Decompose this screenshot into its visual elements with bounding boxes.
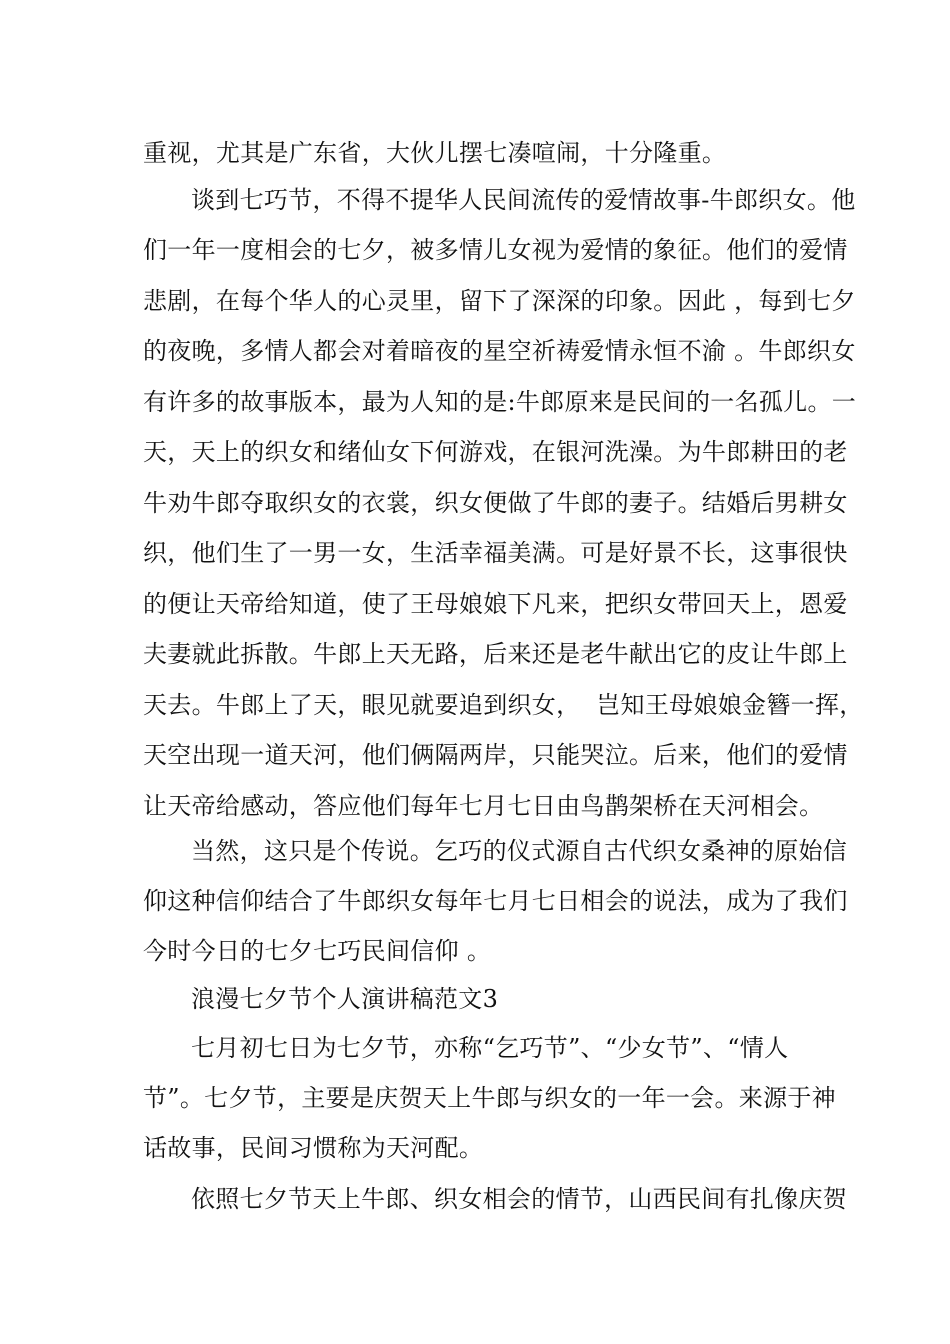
section-heading: 浪漫七夕节个人演讲稿范文3	[191, 985, 499, 1013]
text-line: 夫妻就此拆散。牛郎上天无路，后来还是老牛献出它的皮让牛郎上	[143, 640, 848, 668]
text-line: 们一年一度相会的七夕，被多情儿女视为爱情的象征。他们的爱情	[143, 236, 848, 264]
text-line: 牛劝牛郎夺取织女的衣裳，织女便做了牛郎的妻子。结婚后男耕女	[143, 489, 848, 517]
text-line: 有许多的故事版本，最为人知的是:牛郎原来是民间的一名孤儿。一	[143, 388, 857, 416]
text-line: 织，他们生了一男一女，生活幸福美满。可是好景不长，这事很快	[143, 539, 848, 567]
text-line: 天去。牛郎上了天，眼见就要追到织女， 岂知王母娘娘金簪一挥，	[143, 691, 864, 719]
paragraph-start-line: 七月初七日为七夕节，亦称“乞巧节”、“少女节”、“情人	[191, 1034, 789, 1062]
text-line: 仰这种信仰结合了牛郎织女每年七月七日相会的说法，成为了我们	[143, 887, 848, 915]
text-line: 重视，尤其是广东省，大伙儿摆七凑喧闹，十分隆重。	[143, 139, 727, 167]
text-line: 的便让天帝给知道，使了王母娘娘下凡来，把织女带回天上，恩爱	[143, 590, 848, 618]
text-line: 让天帝给感动，答应他们每年七月七日由鸟鹊架桥在天河相会。	[143, 792, 824, 820]
text-line: 今时今日的七夕七巧民间信仰 。	[143, 937, 492, 965]
text-line: 话故事，民间习惯称为天河配。	[143, 1134, 484, 1162]
paragraph-start-line: 当然，这只是个传说。乞巧的仪式源自古代织女桑神的原始信	[191, 837, 848, 865]
text-line: 节”。七夕节，主要是庆贺天上牛郎与织女的一年一会。来源于神	[143, 1084, 836, 1112]
text-line: 天空出现一道天河，他们俩隔两岸，只能哭泣。后来，他们的爱情	[143, 741, 848, 769]
text-line: 天，天上的织女和绪仙女下何游戏，在银河洗澡。为牛郎耕田的老	[143, 438, 848, 466]
text-line: 的夜晚，多情人都会对着暗夜的星空祈祷爱情永恒不渝 。牛郎织女	[143, 337, 856, 365]
paragraph-start-line: 谈到七巧节，不得不提华人民间流传的爱情故事-牛郎织女。他	[191, 186, 856, 214]
paragraph-start-line: 依照七夕节天上牛郎、织女相会的情节，山西民间有扎像庆贺	[191, 1185, 848, 1213]
text-line: 悲剧，在每个华人的心灵里，留下了深深的印象。因此 ，每到七夕	[143, 287, 856, 315]
